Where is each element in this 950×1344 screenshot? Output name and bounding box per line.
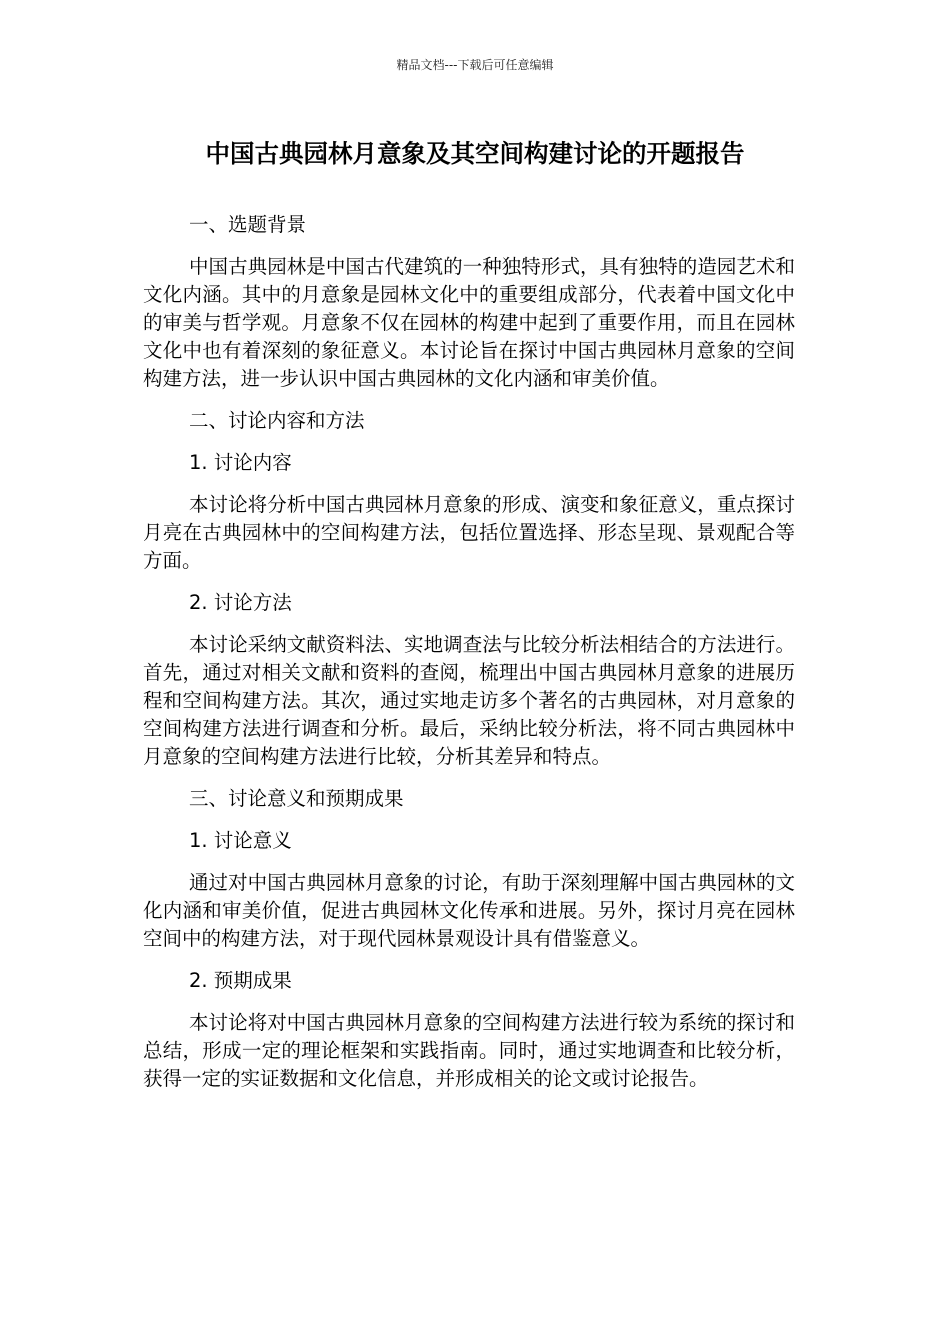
paragraph-background: 中国古典园林是中国古代建筑的一种独特形式，具有独特的造园艺术和文化内涵。其中的月意象是园林文化中的重要组成部分，代表着中国文化中的审美与哲学观。月意象不仅在园林的构建中起到了重要作用，而且在园林文化中也有着深刻的象征意义。本讨论旨在探讨中国古典园林月意象的空间构建方法，进一步认识中国古典园林的文化内涵和审美价值。 [143,255,795,390]
subsection-heading-methods: 2. 讨论方法 [189,591,292,614]
section-heading-significance: 三、讨论意义和预期成果 [189,787,404,810]
document-title: 中国古典园林月意象及其空间构建讨论的开题报告 [205,139,745,168]
paragraph-significance: 通过对中国古典园林月意象的讨论，有助于深刻理解中国古典园林的文化内涵和审美价值，促进古典园林文化传承和进展。另外，探讨月亮在园林空间中的构建方法，对于现代园林景观设计具有借鉴意义。 [143,871,795,950]
section-heading-content-methods: 二、讨论内容和方法 [189,409,365,432]
section-heading-background: 一、选题背景 [189,213,307,236]
subsection-heading-outcomes: 2. 预期成果 [189,969,292,992]
paragraph-methods: 本讨论采纳文献资料法、实地调查法与比较分析法相结合的方法进行。首先，通过对相关文献和资料的查阅，梳理出中国古典园林月意象的进展历程和空间构建方法。其次，通过实地走访多个著名的古典园林，对月意象的空间构建方法进行调查和分析。最后，采纳比较分析法，将不同古典园林中月意象的空间构建方法进行比较，分析其差异和特点。 [143,633,795,768]
paragraph-outcomes: 本讨论将对中国古典园林月意象的空间构建方法进行较为系统的探讨和总结，形成一定的理论框架和实践指南。同时，通过实地调查和比较分析，获得一定的实证数据和文化信息，并形成相关的论文或讨论报告。 [143,1011,795,1090]
subsection-heading-significance: 1. 讨论意义 [189,829,292,852]
subsection-heading-content: 1. 讨论内容 [189,451,292,474]
document-body [143,211,795,1107]
page-header: 精品文档---下载后可任意编辑 [396,58,554,72]
paragraph-content: 本讨论将分析中国古典园林月意象的形成、演变和象征意义，重点探讨月亮在古典园林中的空间构建方法，包括位置选择、形态呈现、景观配合等方面。 [143,493,795,572]
